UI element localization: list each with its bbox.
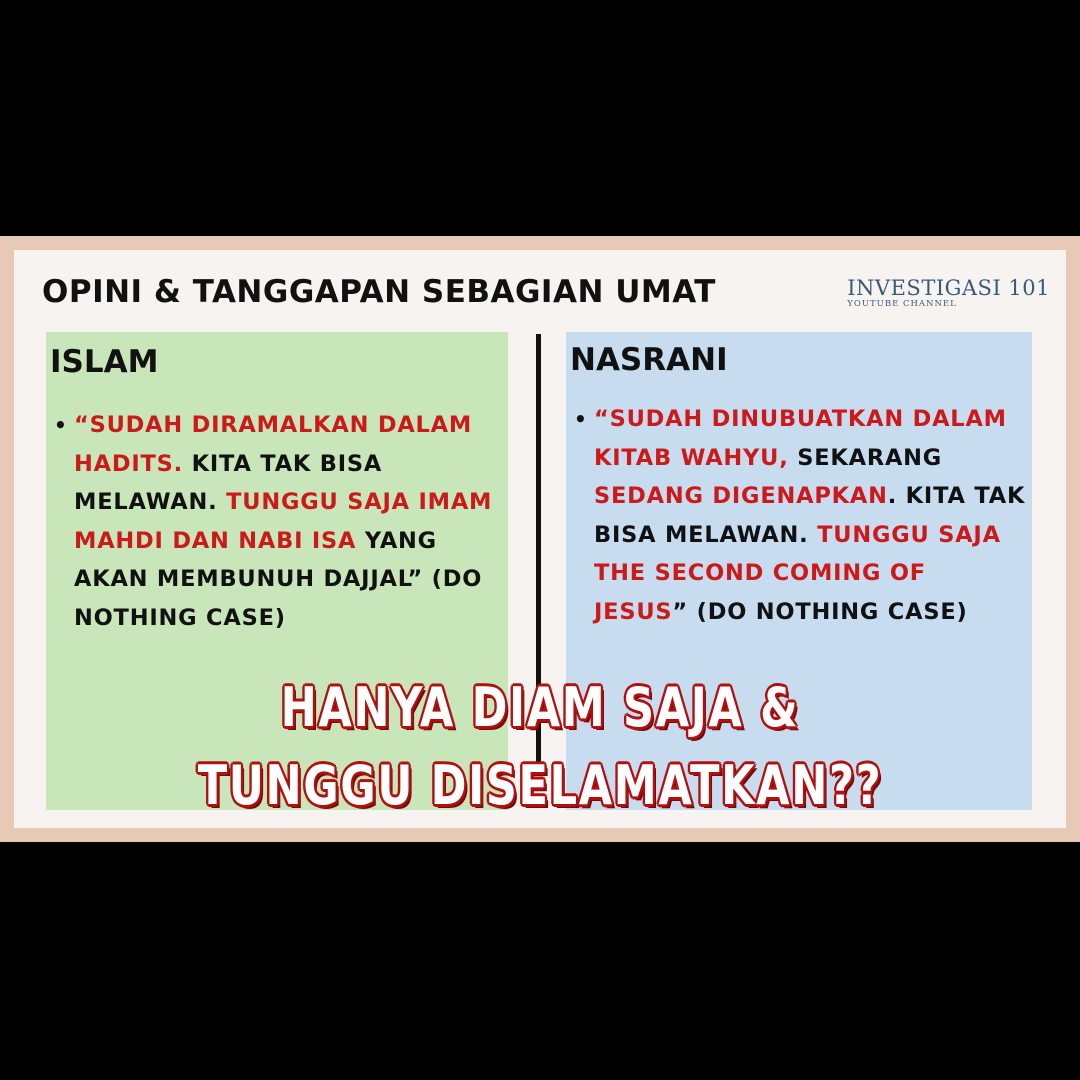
nasrani-bullet <box>576 400 1026 631</box>
slide-title: OPINI & TANGGAPAN SEBAGIAN UMAT <box>42 274 716 310</box>
overlay-caption-line-2: TUNGGU DISELAMATKAN?? <box>197 754 883 817</box>
bullet-dot-icon: • <box>574 407 588 431</box>
nasrani-quote <box>576 400 1026 631</box>
slide <box>14 250 1066 828</box>
islam-segment: TUNGGU SAJA IMAM MAHDI DAN NABI ISA <box>74 489 493 554</box>
nasrani-segment: “SUDAH DINUBUATKAN DALAM KITAB WAHYU, <box>594 406 1007 471</box>
nasrani-heading: NASRANI <box>570 342 728 378</box>
logo-name: INVESTIGASI 101 <box>847 276 1050 300</box>
channel-logo <box>847 276 1050 309</box>
nasrani-segment: TUNGGU SAJA THE SECOND COMING OF JESUS <box>594 521 1001 625</box>
bullet-dot-icon: • <box>54 413 68 437</box>
nasrani-segment: . KITA TAK BISA MELAWAN. <box>594 483 1026 548</box>
nasrani-segment: ” (DO NOTHING CASE) <box>672 598 968 625</box>
overlay-caption-line-1: HANYA DIAM SAJA & <box>280 676 800 739</box>
islam-heading: ISLAM <box>50 344 159 380</box>
islam-quote <box>56 406 501 637</box>
nasrani-segment: SEDANG DIGENAPKAN <box>594 483 888 509</box>
islam-bullet <box>56 406 501 637</box>
islam-segment: “SUDAH DIRAMALKAN DALAM HADITS. <box>74 412 473 477</box>
slide-frame <box>0 236 1080 842</box>
islam-segment: KITA TAK BISA MELAWAN. <box>74 450 383 515</box>
islam-segment: YANG AKAN MEMBUNUH DAJJAL” (DO NOTHING CASE) <box>74 527 483 631</box>
nasrani-segment: SEKARANG <box>788 444 943 471</box>
logo-tagline: YOUTUBE CHANNEL <box>847 299 957 309</box>
